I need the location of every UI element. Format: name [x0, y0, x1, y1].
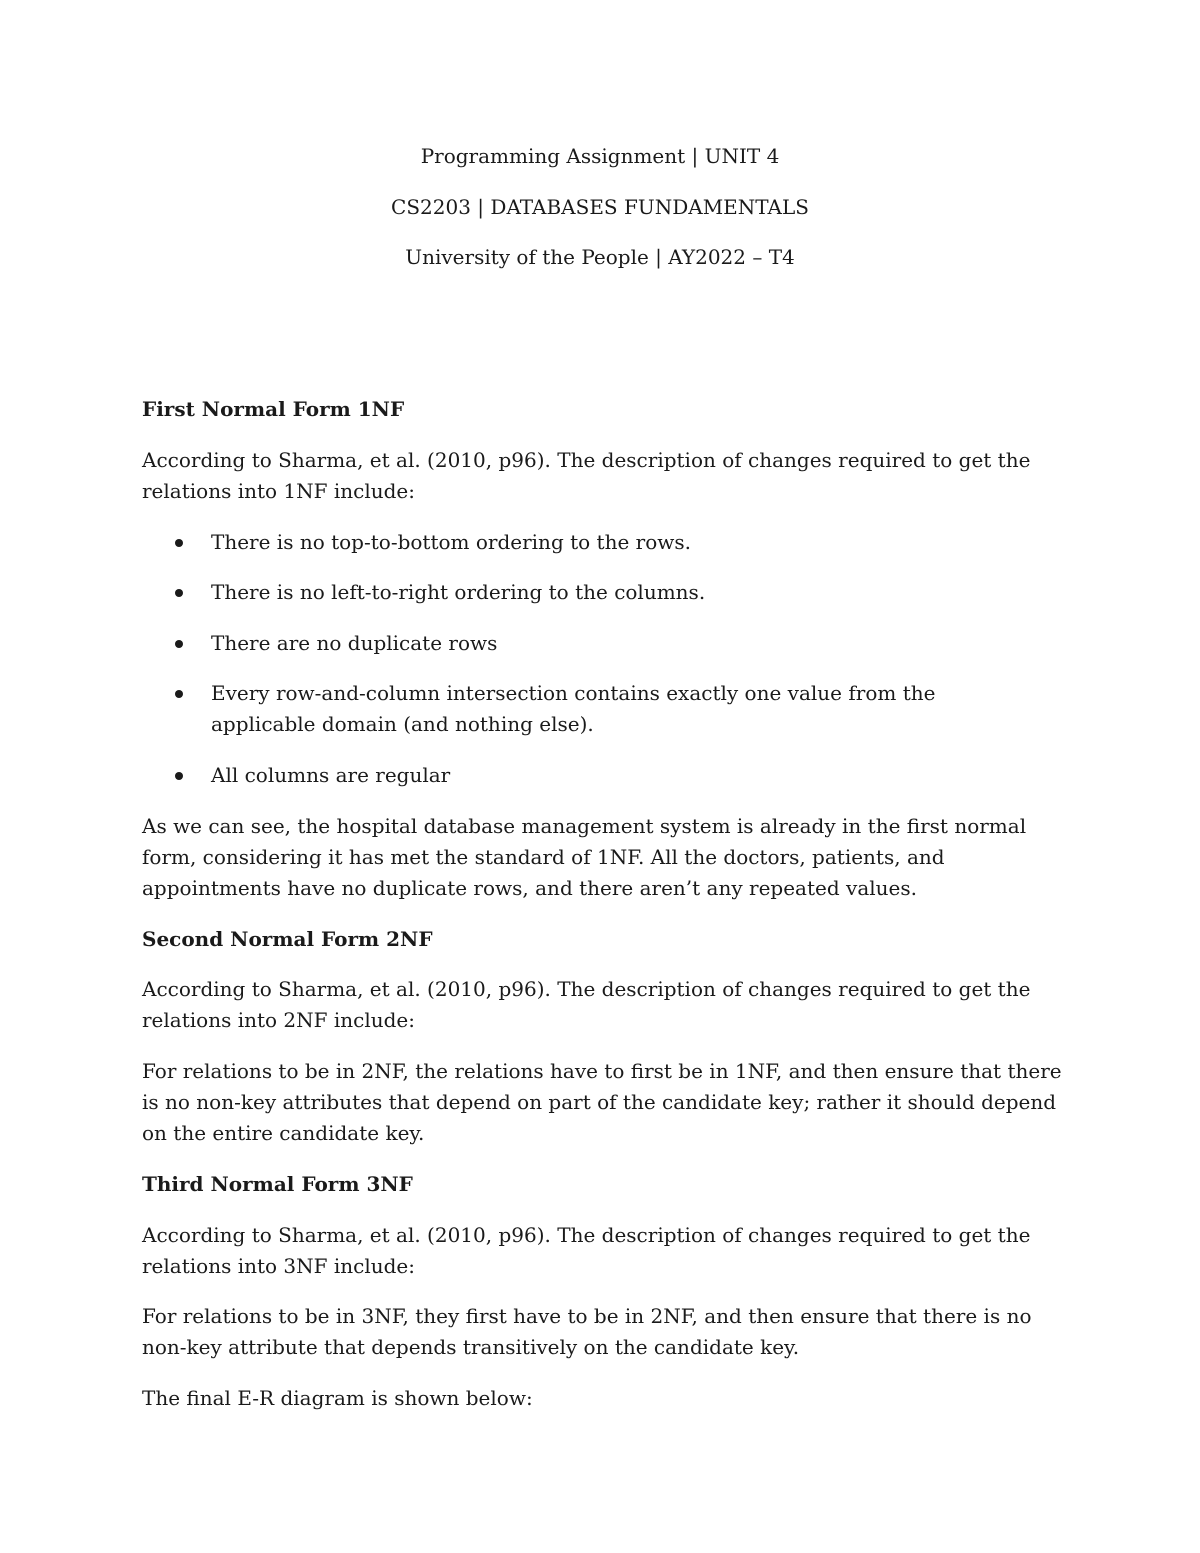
paragraph-text: The final E-R diagram is shown below:: [142, 1386, 533, 1410]
institution-line: University of the People | AY2022 – T4: [405, 245, 795, 269]
bullet-marker: [175, 690, 183, 698]
heading-third-normal-form: Third Normal Form 3NF: [142, 1172, 413, 1196]
document-title: Programming Assignment | UNIT 4: [420, 144, 780, 168]
paragraph-3nf-body: [142, 1301, 1062, 1363]
paragraph-text: For relations to be in 2NF, the relations have to first be in 1NF, and then ensure that there is no non-key attributes that depend on part of the candidate key; rather it should depend on the entire candidate key.: [142, 1059, 1062, 1145]
paragraph-3nf-intro: [142, 1220, 1062, 1282]
bullet-marker: [175, 589, 183, 597]
paragraph-1nf-conclusion: [142, 811, 1062, 904]
bullet-marker: [175, 640, 183, 648]
paragraph-text: According to Sharma, et al. (2010, p96). The description of changes required to get the relations into 1NF include:: [142, 448, 1031, 503]
paragraph-1nf-intro: [142, 445, 1062, 507]
heading-first-normal-form: First Normal Form 1NF: [142, 397, 405, 421]
paragraph-text: For relations to be in 3NF, they first have to be in 2NF, and then ensure that there is no non-key attribute that depends transitively on the candidate key.: [142, 1304, 1032, 1359]
list-item: There are no duplicate rows: [211, 631, 498, 655]
paragraph-text: As we can see, the hospital database management system is already in the first normal form, considering it has met the standard of 1NF. All the doctors, patients, and appointments have no duplicate rows, and there aren’t any repeated values.: [142, 814, 1027, 900]
list-item: All columns are regular: [211, 763, 451, 787]
list-item: There is no left-to-right ordering to the columns.: [211, 580, 706, 604]
heading-second-normal-form: Second Normal Form 2NF: [142, 927, 433, 951]
paragraph-2nf-body: [142, 1056, 1062, 1149]
list-item: Every row-and-column intersection contains exactly one value from the applicable domain (and nothing else).: [211, 681, 936, 736]
paragraph-text: According to Sharma, et al. (2010, p96). The description of changes required to get the relations into 2NF include:: [142, 977, 1031, 1032]
paragraph-text: According to Sharma, et al. (2010, p96). The description of changes required to get the relations into 3NF include:: [142, 1223, 1031, 1278]
list-item: There is no top-to-bottom ordering to the rows.: [211, 530, 691, 554]
bullet-marker: [175, 772, 183, 780]
bullet-marker: [175, 539, 183, 547]
paragraph-2nf-intro: [142, 974, 1062, 1036]
paragraph-er-diagram-intro: [142, 1383, 1062, 1414]
course-name: CS2203 | DATABASES FUNDAMENTALS: [391, 195, 809, 219]
